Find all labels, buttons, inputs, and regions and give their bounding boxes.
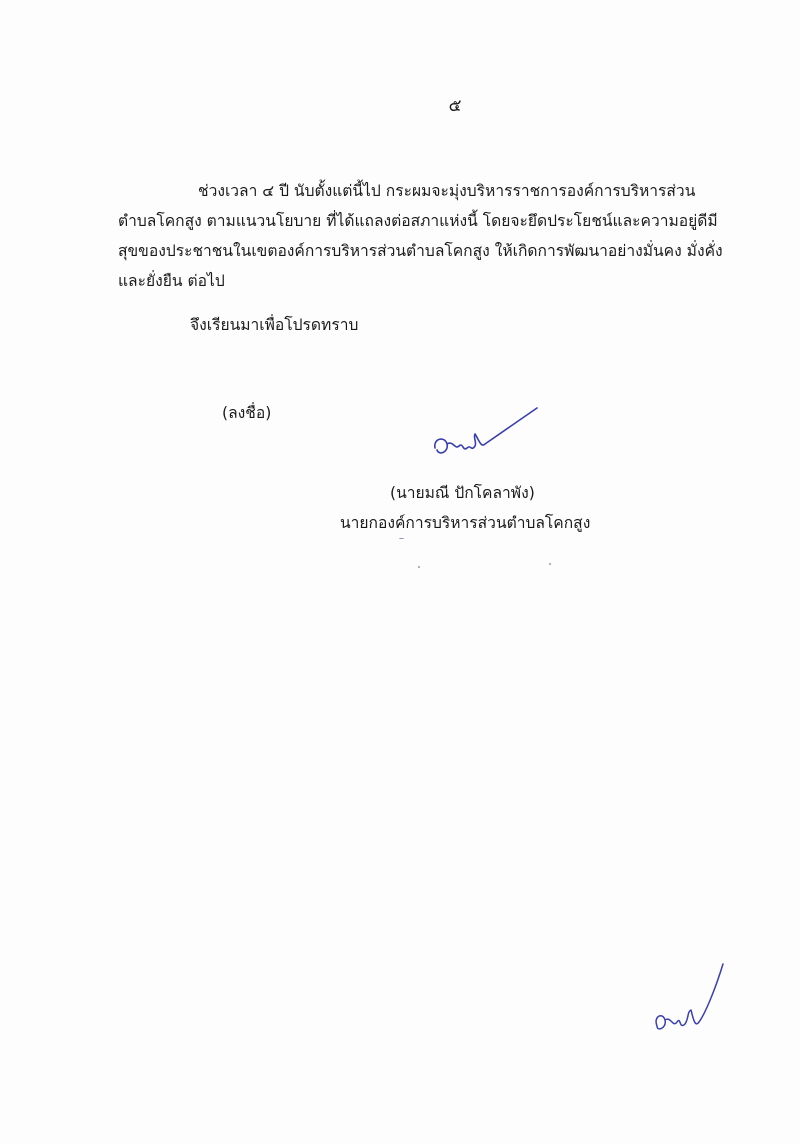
closing-line: จึงเรียนมาเพื่อโปรดทราบ [190,316,359,334]
initials-signature-image [645,956,735,1051]
signer-name: (นายมณี ปักโคลาพัง) [390,484,535,502]
signer-title: นายกองค์การบริหารส่วนตำบลโคกสูง [340,514,591,532]
paragraph-line: ช่วงเวลา ๔ ปี นับตั้งแต่นี้ไป กระผมจะมุ่งบริหารราชการองค์การบริหารส่วน [198,182,696,200]
scan-speck [399,538,404,539]
page-number: ๕ [448,96,462,116]
paragraph-line: สุขของประชาชนในเขตองค์การบริหารส่วนตำบลโคกสูง ให้เกิดการพัฒนาอย่างมั่นคง มั่งคั่ง [118,242,723,260]
body-paragraph [118,176,742,296]
signed-label: (ลงชื่อ) [222,404,272,422]
scan-speck [549,563,551,565]
paragraph-line: ตำบลโคกสูง ตามแนวนโยบาย ที่ได้แถลงต่อสภาแห่งนี้ โดยจะยึดประโยชน์และความอยู่ดีมี [118,212,718,230]
signature-image [425,400,555,470]
scan-speck [418,566,420,568]
paragraph-line: และยั่งยืน ต่อไป [118,272,225,290]
